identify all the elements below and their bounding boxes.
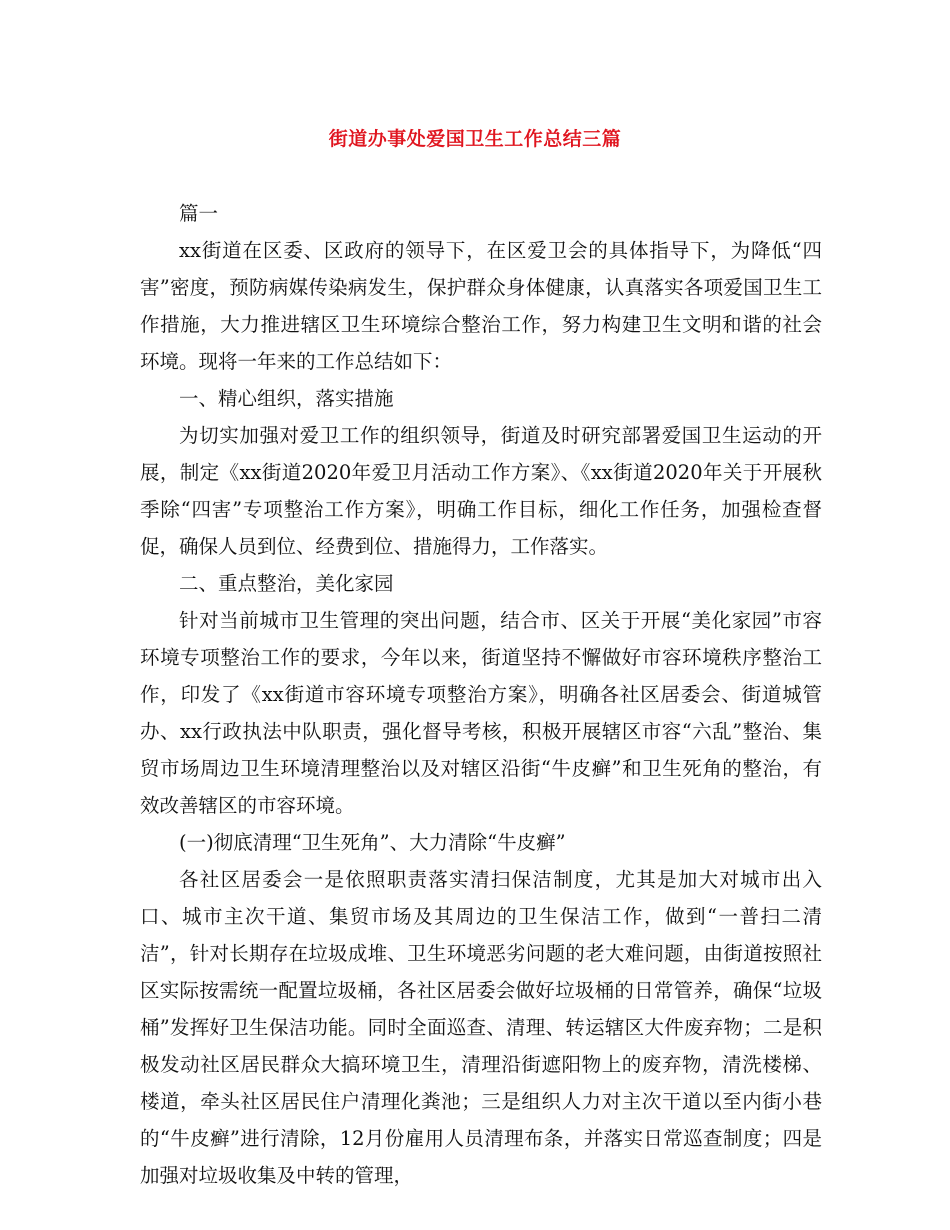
section-heading-part-one: 篇一	[179, 202, 219, 225]
intro-paragraph: xx街道在区委、区政府的领导下，在区爱卫会的具体指导下，为降低“四害”密度，预防病媒传染病发生，保护群众身体健康，认真落实各项爱国卫生工作措施，大力推进辖区卫生环境综合整治工作，努力构建卫生文明和谐的社会环境。现将一年来的工作总结如下：	[140, 239, 822, 373]
organization-paragraph: 为切实加强对爱卫工作的组织领导，街道及时研究部署爱国卫生运动的开展，制定《xx街道2020年爱卫月活动工作方案》、《xx街道2020年关于开展秋季除“四害”专项整治工作方案》，明确工作目标，细化工作任务，加强检查督促，确保人员到位、经费到位、措施得力，工作落实。	[140, 424, 822, 558]
subsection-heading-cleanup: (一)彻底清理“卫生死角”、大力清除“牛皮癣”	[179, 831, 566, 854]
section-heading-rectification: 二、重点整治，美化家园	[179, 572, 394, 595]
document-body	[140, 195, 822, 1194]
document-title: 街道办事处爱国卫生工作总结三篇	[328, 128, 622, 150]
cleanup-paragraph: 各社区居委会一是依照职责落实清扫保洁制度，尤其是加大对城市出入口、城市主次干道、集贸市场及其周边的卫生保洁工作，做到“一普扫二清洁”，针对长期存在垃圾成堆、卫生环境恶劣问题的老大难问题，由街道按照社区实际按需统一配置垃圾桶，各社区居委会做好垃圾桶的日常管养，确保“垃圾桶”发挥好卫生保洁功能。同时全面巡查、清理、转运辖区大件废弃物；二是积极发动社区居民群众大搞环境卫生，清理沿街遮阳物上的废弃物，清洗楼梯、楼道，牵头社区居民住户清理化粪池；三是组织人力对主次干道以至内街小巷的“牛皮癣”进行清除，12月份雇用人员清理布条，并落实日常巡查制度；四是加强对垃圾收集及中转的管理，	[140, 868, 822, 1187]
rectification-paragraph: 针对当前城市卫生管理的突出问题，结合市、区关于开展“美化家园”市容环境专项整治工作的要求，今年以来，街道坚持不懈做好市容环境秩序整治工作，印发了《xx街道市容环境专项整治方案》，明确各社区居委会、街道城管办、xx行政执法中队职责，强化督导考核，积极开展辖区市容“六乱”整治、集贸市场周边卫生环境清理整治以及对辖区沿街“牛皮癣”和卫生死角的整治，有效改善辖区的市容环境。	[140, 609, 822, 817]
section-heading-organization: 一、精心组织，落实措施	[179, 387, 394, 410]
